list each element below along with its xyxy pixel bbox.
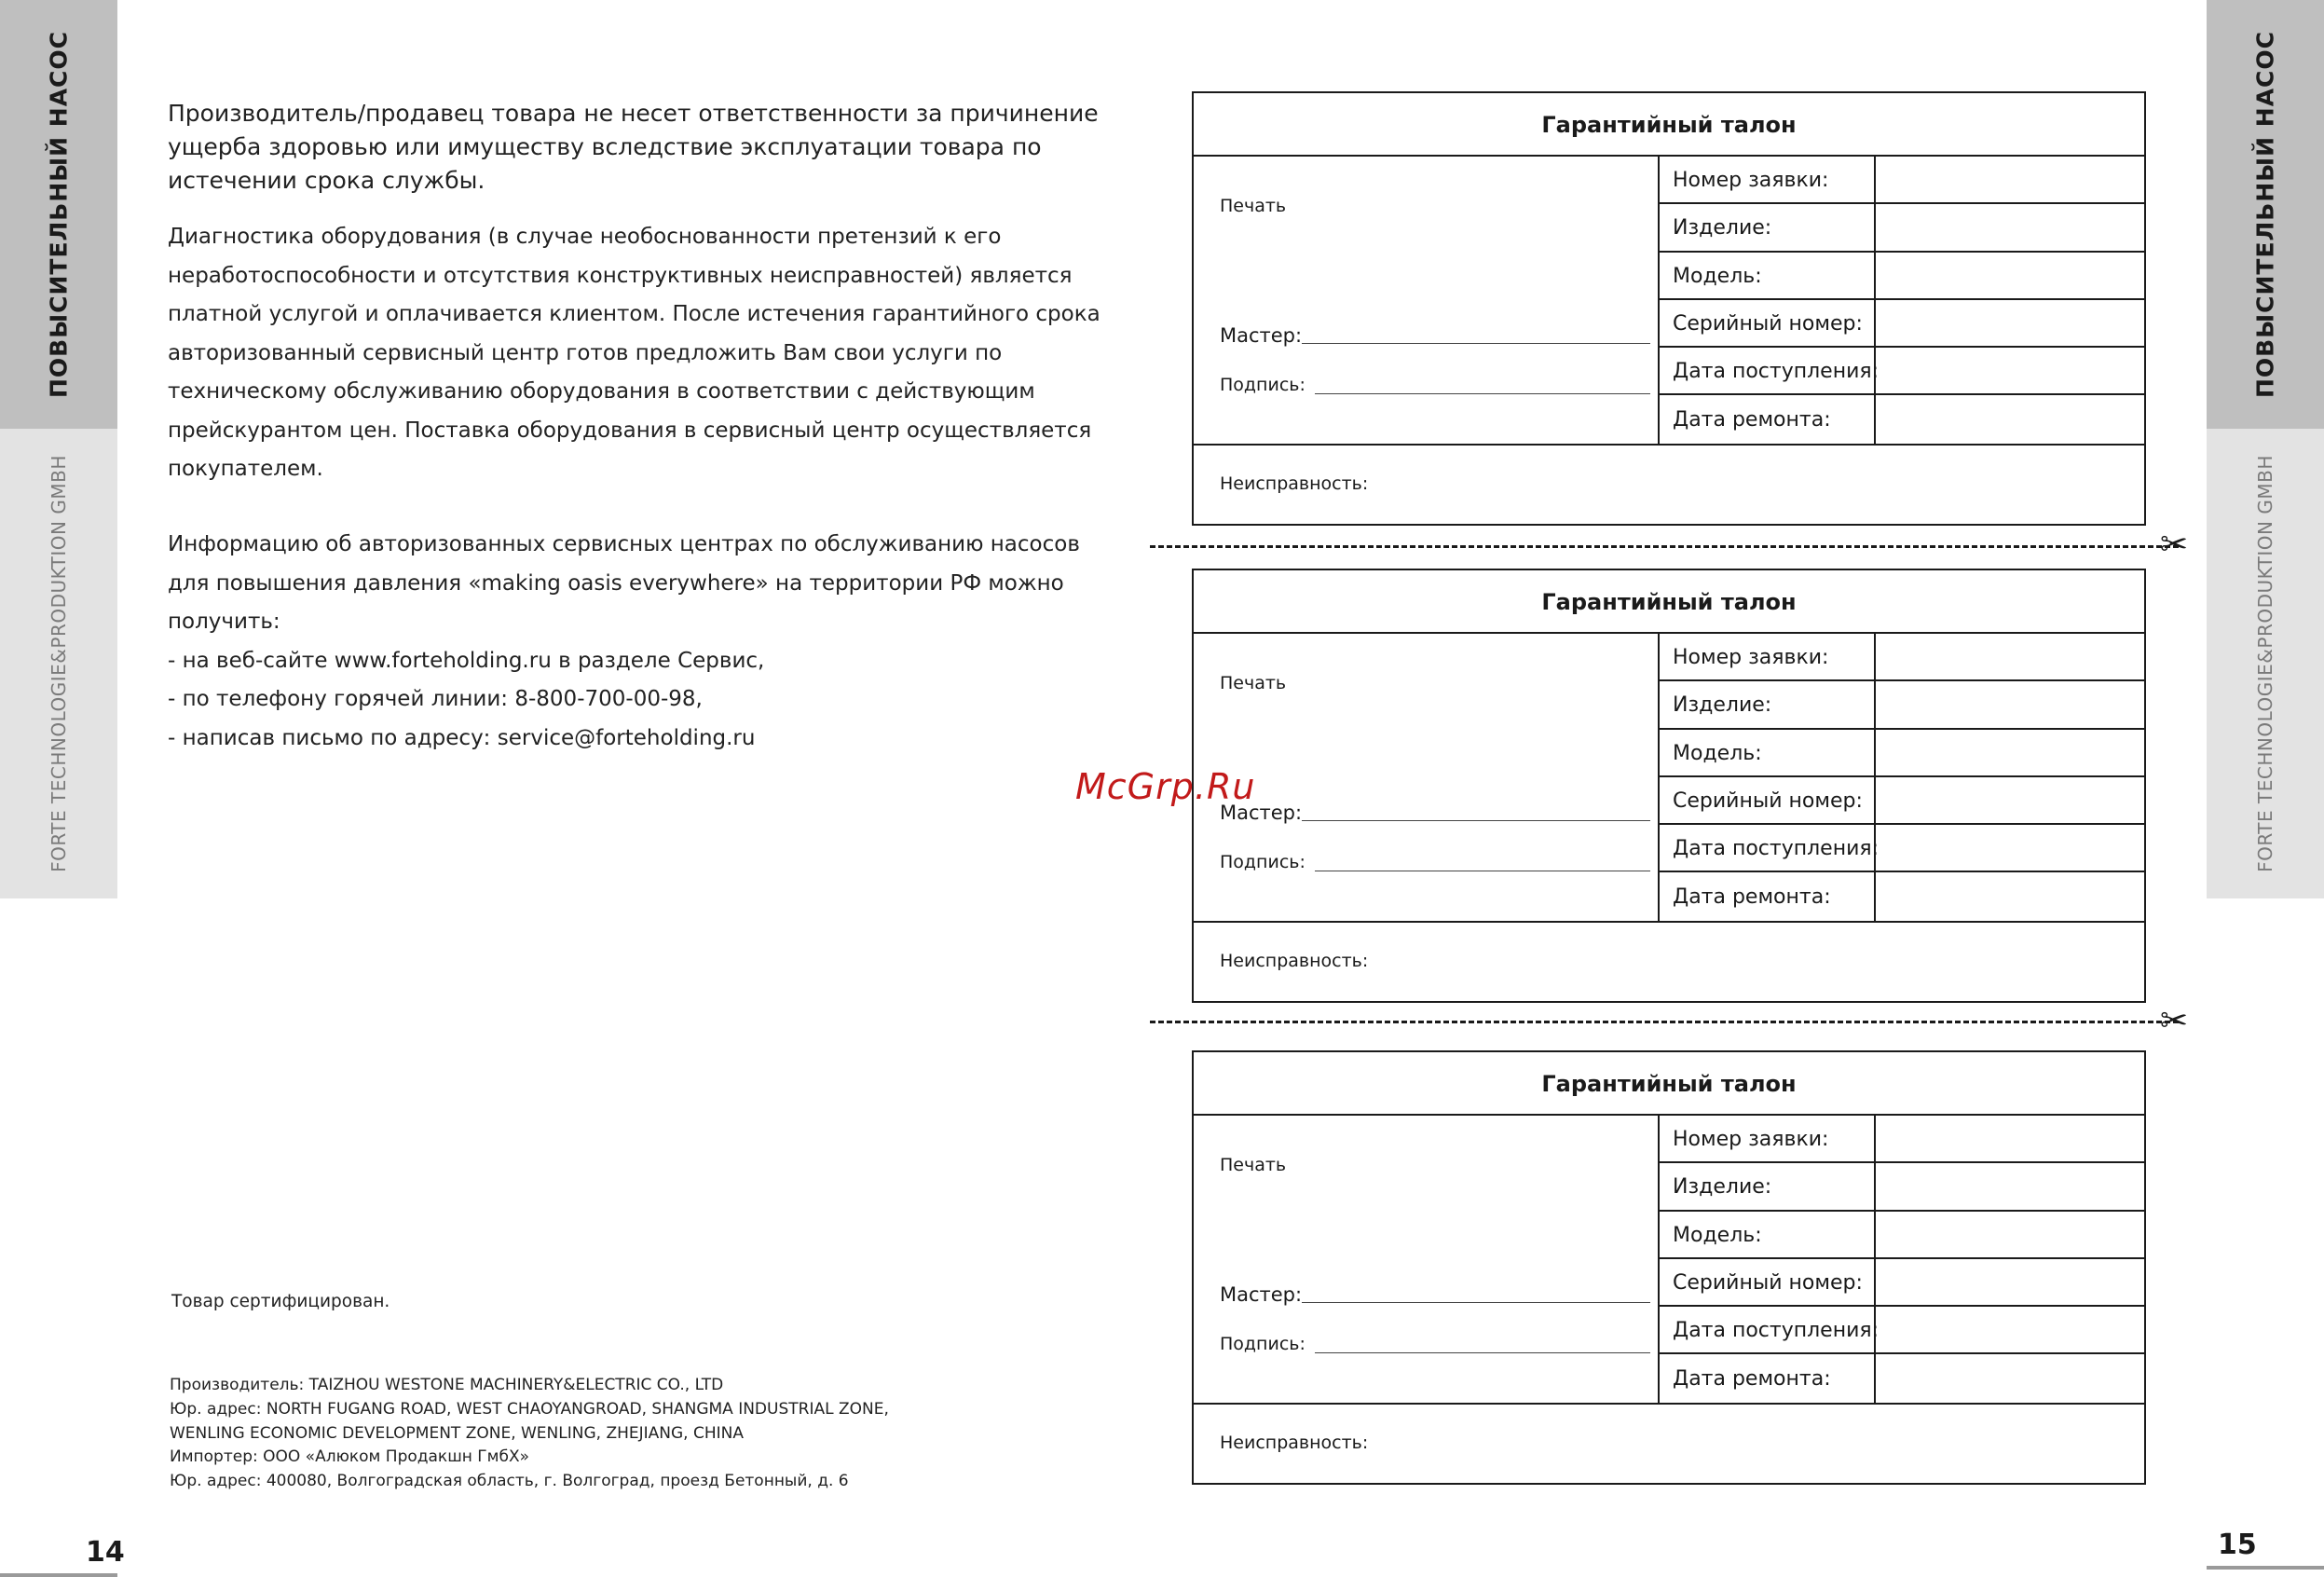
master-label: Мастер: <box>1220 1283 1303 1306</box>
fault-row[interactable] <box>1194 444 2144 524</box>
coupon-title: Гарантийный талон <box>1194 93 2144 157</box>
importer-address: Юр. адрес: 400080, Волгоградская область, г. Волгоград, проезд Бетонный, д. 6 <box>170 1472 849 1491</box>
side-tab-title: ПОВЫСИТЕЛЬНЫЙ НАСОС <box>2251 30 2279 399</box>
signature-label: Подпись: <box>1220 1334 1306 1354</box>
model-label: Модель: <box>1673 741 1762 765</box>
master-line[interactable] <box>1302 820 1650 821</box>
manufacturer-name: Производитель: TAIZHOU WESTONE MACHINERY&ELECTRIC CO., LTD <box>170 1376 724 1394</box>
service-mail: - написав письмо по адресу: service@forteholding.ru <box>168 725 756 750</box>
service-phone: - по телефону горячей линии: 8-800-700-00-98, <box>168 687 703 711</box>
coupon-stamp-area <box>1194 634 1660 921</box>
cut-line-1 <box>1150 545 2179 548</box>
warranty-coupon-3 <box>1192 1050 2146 1485</box>
serial-number-row[interactable] <box>1660 777 2144 825</box>
side-tab-company-left <box>0 429 117 898</box>
item-row[interactable] <box>1660 204 2144 252</box>
signature-line[interactable] <box>1315 393 1650 394</box>
item-row[interactable] <box>1660 681 2144 729</box>
received-date-row[interactable] <box>1660 825 2144 872</box>
item-label: Изделие: <box>1673 693 1772 718</box>
manufacturer-address-2: WENLING ECONOMIC DEVELOPMENT ZONE, WENLING, ZHEJIANG, CHINA <box>170 1423 744 1443</box>
repair-date-row[interactable] <box>1660 1355 2144 1403</box>
model-row[interactable] <box>1660 253 2144 300</box>
serial-number-label: Серийный номер: <box>1673 311 1863 336</box>
coupon-title: Гарантийный талон <box>1194 1052 2144 1116</box>
side-tab-company: FORTE TECHNOLOGIE&PRODUKTION GMBH <box>48 455 70 872</box>
page-number-rule-right <box>2207 1566 2324 1570</box>
signature-line[interactable] <box>1315 1352 1650 1353</box>
warranty-coupon-1 <box>1192 91 2146 526</box>
fault-row[interactable] <box>1194 921 2144 1001</box>
repair-date-label: Дата ремонта: <box>1673 407 1831 432</box>
coupon-stamp-area <box>1194 1116 1660 1403</box>
service-info-block <box>168 526 1109 758</box>
side-tab-title: ПОВЫСИТЕЛЬНЫЙ НАСОС <box>45 30 73 399</box>
model-label: Модель: <box>1673 1223 1762 1247</box>
received-date-label: Дата поступления: <box>1673 1319 1880 1343</box>
repair-date-row[interactable] <box>1660 396 2144 444</box>
request-number-label: Номер заявки: <box>1673 169 1829 192</box>
request-number-row[interactable] <box>1660 157 2144 204</box>
service-web: - на веб-сайте www.forteholding.ru в разделе Сервис, <box>168 648 765 673</box>
request-number-label: Номер заявки: <box>1673 646 1829 669</box>
master-line[interactable] <box>1302 343 1650 344</box>
fault-label: Неисправность: <box>1220 1433 1369 1453</box>
master-label: Мастер: <box>1220 324 1303 347</box>
signature-label: Подпись: <box>1220 852 1306 872</box>
received-date-row[interactable] <box>1660 348 2144 395</box>
service-info-text: Информацию об авторизованных сервисных центрах по обслуживанию насосов для повышения давления «making oasis everywhere» на территории РФ можно получить: <box>168 532 1080 634</box>
request-number-row[interactable] <box>1660 634 2144 681</box>
repair-date-row[interactable] <box>1660 873 2144 921</box>
model-row[interactable] <box>1660 730 2144 777</box>
model-row[interactable] <box>1660 1212 2144 1259</box>
master-line[interactable] <box>1302 1302 1650 1303</box>
side-tab-company-right <box>2207 429 2324 898</box>
signature-label: Подпись: <box>1220 375 1306 395</box>
item-label: Изделие: <box>1673 216 1772 240</box>
received-date-row[interactable] <box>1660 1307 2144 1354</box>
fault-label: Неисправность: <box>1220 951 1369 971</box>
side-tab-title-left <box>0 0 117 429</box>
coupon-title: Гарантийный талон <box>1194 570 2144 634</box>
page-number-right: 15 <box>2218 1529 2257 1561</box>
scissors-icon: ✂ <box>2160 526 2189 564</box>
stamp-label: Печать <box>1220 1155 1287 1175</box>
liability-paragraph: Производитель/продавец товара не несет ответственности за причинение ущерба здоровью или имуществу вследствие эксплуатации товара по истечении срока службы. <box>168 100 1099 194</box>
page-number-left: 14 <box>86 1536 125 1569</box>
repair-date-label: Дата ремонта: <box>1673 1366 1831 1391</box>
page-number-rule-left <box>0 1573 117 1577</box>
request-number-label: Номер заявки: <box>1673 1128 1829 1151</box>
manufacturer-address-1: Юр. адрес: NORTH FUGANG ROAD, WEST CHAOYANGROAD, SHANGMA INDUSTRIAL ZONE, <box>170 1399 889 1419</box>
item-row[interactable] <box>1660 1163 2144 1211</box>
model-label: Модель: <box>1673 264 1762 288</box>
serial-number-label: Серийный номер: <box>1673 1270 1863 1295</box>
request-number-row[interactable] <box>1660 1116 2144 1163</box>
stamp-label: Печать <box>1220 196 1287 216</box>
master-label: Мастер: <box>1220 802 1303 824</box>
received-date-label: Дата поступления: <box>1673 837 1880 861</box>
repair-date-label: Дата ремонта: <box>1673 884 1831 909</box>
fault-label: Неисправность: <box>1220 473 1369 494</box>
importer-name: Импортер: ООО «Алюком Продакшн ГмбХ» <box>170 1447 529 1467</box>
serial-number-label: Серийный номер: <box>1673 788 1863 813</box>
certified-note: Товар сертифицирован. <box>171 1292 390 1311</box>
fault-row[interactable] <box>1194 1403 2144 1483</box>
scissors-icon: ✂ <box>2160 1002 2189 1040</box>
item-label: Изделие: <box>1673 1175 1772 1200</box>
received-date-label: Дата поступления: <box>1673 360 1880 384</box>
coupon-stamp-area <box>1194 157 1660 444</box>
manufacturer-block <box>170 1374 889 1494</box>
warranty-coupon-2 <box>1192 569 2146 1003</box>
serial-number-row[interactable] <box>1660 1259 2144 1307</box>
side-tab-company: FORTE TECHNOLOGIE&PRODUKTION GMBH <box>2254 455 2276 872</box>
cut-line-2 <box>1150 1021 2179 1023</box>
side-tab-title-right <box>2207 0 2324 429</box>
stamp-label: Печать <box>1220 673 1287 693</box>
diagnostics-paragraph: Диагностика оборудования (в случае необоснованности претензий к его неработоспособности и отсутствия конструктивных неисправностей) является платной услугой и оплачивается клиентом. После истечения гарантийного срока авторизованный сервисный центр готов предложить Вам свои услуги по техническому обслуживанию оборудования в соответствии с действующим прейскурантом цен. Поставка оборудования в сервисный центр осуществляется покупателем. <box>168 225 1100 481</box>
serial-number-row[interactable] <box>1660 300 2144 348</box>
watermark: McGrp.Ru <box>1075 766 1256 807</box>
